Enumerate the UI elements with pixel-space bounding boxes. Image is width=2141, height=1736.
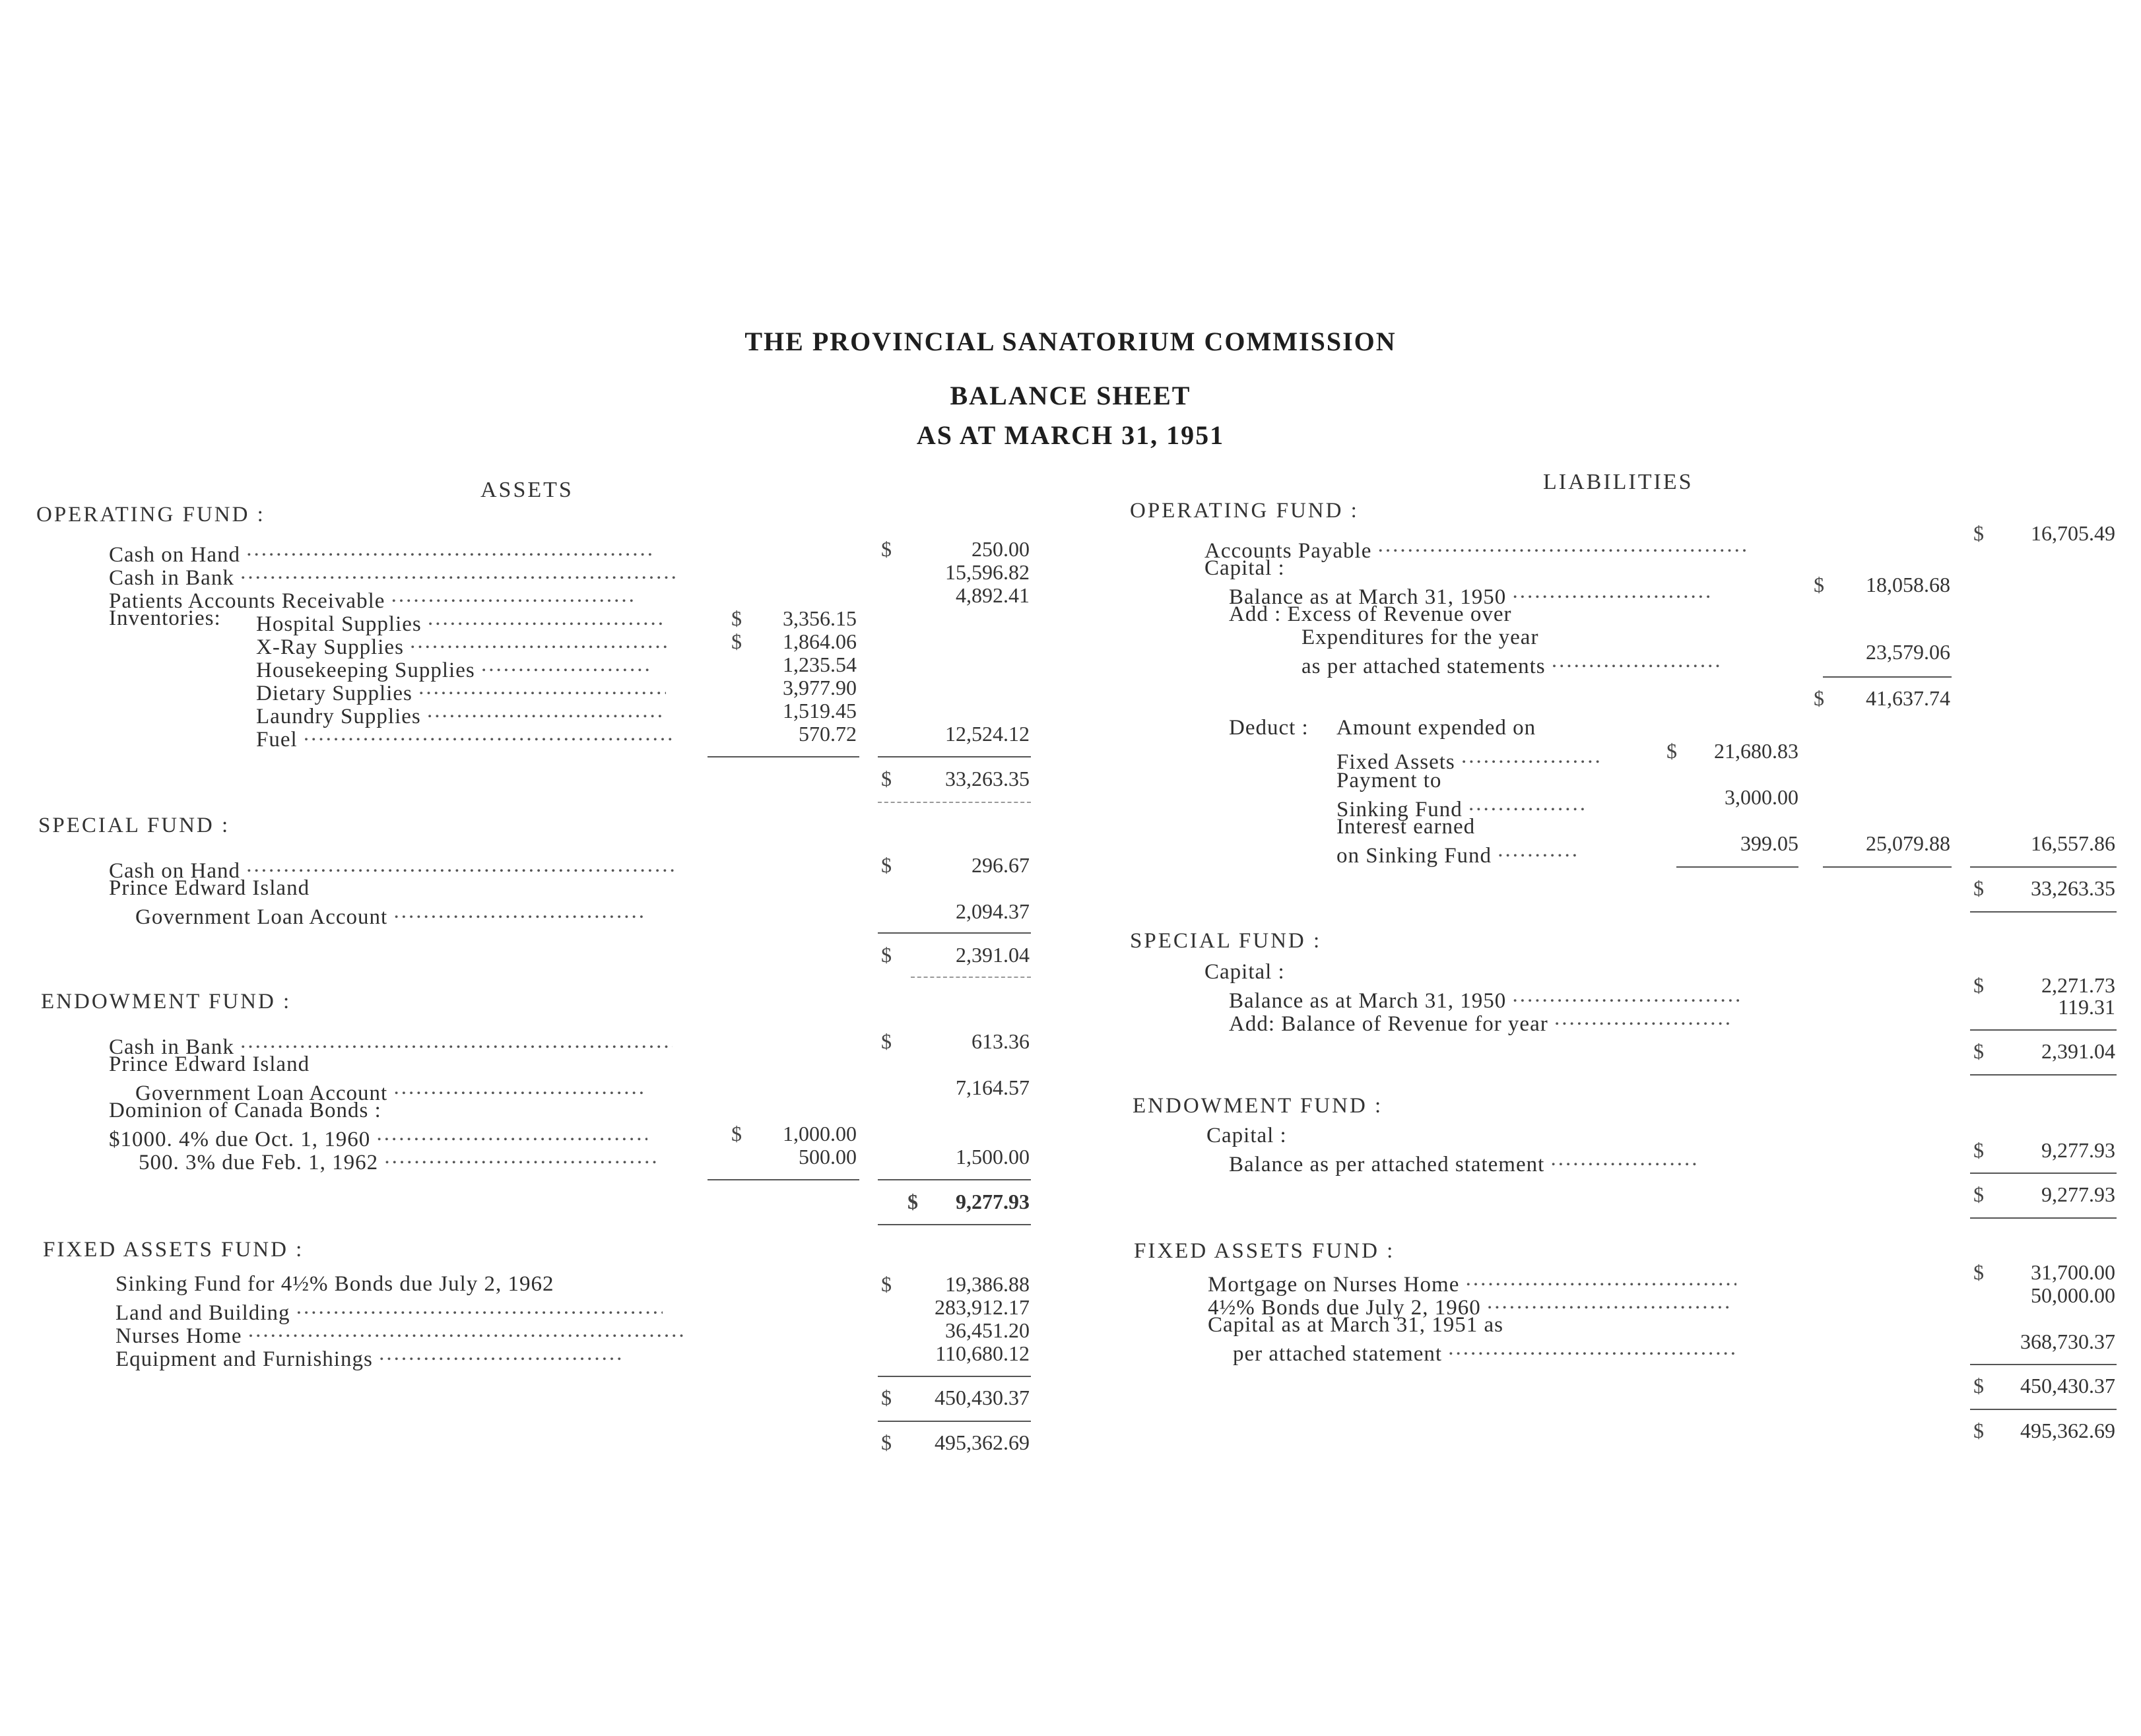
liab-op-add2: Expenditures for the year [1301,626,1539,649]
asset-endow-bond1: $1000. 4% due Oct. 1, 1960 ..... [109,1122,647,1152]
liab-endow-capital: Capital : [1206,1124,1287,1147]
asset-cash-on-hand-value: 250.00 [972,537,1030,561]
inventories-label: Inventories: [109,606,221,630]
rule [878,1224,1031,1225]
inv-laundry-value: 1,519.45 [783,699,857,723]
dollar-sign: $ [1973,876,1984,900]
liab-op-subtotal: 41,637.74 [1866,686,1950,710]
dollar-sign: $ [881,1431,892,1454]
liab-special-add-value: 119.31 [2058,995,2115,1019]
inv-housekeeping: Housekeeping Supplies ..... [256,653,653,683]
dollar-sign: $ [1666,739,1677,763]
dollar-sign: $ [881,767,892,790]
liab-accounts-payable: Accounts Payable ..... [1204,533,1748,563]
liab-bonds: 4½% Bonds due July 2, 1960 ..... [1208,1290,1731,1320]
dollar-sign: $ [881,1386,892,1409]
asset-special-gla-value: 2,094.37 [956,899,1030,923]
assets-operating-title: OPERATING FUND : [36,503,265,527]
rule [1823,676,1952,678]
liab-capital-net: 16,557.86 [2031,831,2115,855]
liab-mortgage-value: 31,700.00 [2031,1260,2115,1284]
inv-xray-value: 1,864.06 [783,629,857,653]
dollar-sign: $ [1814,573,1824,596]
asset-cash-on-hand: Cash on Hand ..... [109,537,706,567]
liab-fixed-title: FIXED ASSETS FUND : [1134,1239,1395,1263]
liab-op-add1: Add : Excess of Revenue over [1229,602,1512,626]
dollar-sign: $ [731,1122,742,1145]
rule [1970,1029,2117,1031]
asset-endow-bond2-value: 500.00 [799,1145,857,1169]
document-title: BALANCE SHEET [950,381,1191,410]
inv-fuel-value: 570.72 [799,722,857,746]
asset-fixed-sinking-value: 19,386.88 [945,1272,1030,1296]
rule [1676,866,1798,868]
dollar-sign: $ [881,1029,892,1053]
dollar-sign: $ [881,853,892,877]
dollar-sign: $ [907,1190,918,1213]
liab-deduct-label: Deduct : [1229,716,1309,740]
asset-patients-receivable: Patients Accounts Receivable ..... [109,583,636,614]
liab-payment-to: Payment to [1336,769,1442,792]
asset-fixed-land-value: 283,912.17 [935,1295,1030,1319]
asset-patients-receivable-value: 4,892.41 [956,583,1030,607]
asset-endow-gla: Government Loan Account ..... [135,1076,647,1106]
assets-special-total: 2,391.04 [956,943,1030,967]
rule [878,932,1031,934]
asset-fixed-nurses: Nurses Home ..... [115,1318,684,1349]
dollar-sign: $ [1973,1039,1984,1063]
assets-operating-total: 33,263.35 [945,767,1030,790]
rule [1970,1074,2117,1076]
dollar-sign: $ [881,943,892,967]
liab-deduct-total: 25,079.88 [1866,831,1950,855]
asset-endow-cash-value: 613.36 [972,1029,1030,1053]
dollar-sign: $ [1973,1182,1984,1206]
rule [878,756,1031,757]
inv-dietary-value: 3,977.90 [783,676,857,699]
liab-fixed-assets: Fixed Assets ..... [1336,744,1603,775]
asset-endow-gla-value: 7,164.57 [956,1076,1030,1099]
assets-heading: ASSETS [480,478,574,502]
dollar-sign: $ [1973,1260,1984,1284]
liab-operating-total: 33,263.35 [2031,876,2115,900]
liab-op-add3: as per attached statements ..... [1301,649,1723,679]
asset-endow-cash: Cash in Bank ..... [109,1029,673,1060]
liab-special-balance: Balance as at March 31, 1950 ..... [1229,983,1740,1013]
dollar-sign: $ [731,606,742,630]
dollar-sign: $ [731,629,742,653]
rule [1970,1409,2117,1410]
asset-endow-pei: Prince Edward Island [109,1052,310,1076]
rule [1970,1173,2117,1174]
rule [878,1179,1031,1180]
liabilities-heading: LIABILITIES [1543,470,1694,494]
assets-endowment-total: 9,277.93 [956,1190,1030,1213]
liab-grand-total: 495,362.69 [2020,1419,2115,1442]
liab-sinking-fund-value: 3,000.00 [1725,785,1798,809]
rule [1970,866,2117,868]
assets-grand-total: 495,362.69 [935,1431,1030,1454]
liab-capital-label: Capital : [1204,556,1285,580]
asset-fixed-equipment-value: 110,680.12 [935,1341,1030,1365]
dollar-sign: $ [1973,1374,1984,1398]
liab-amount-expended: Amount expended on [1336,716,1536,740]
asset-fixed-land: Land and Building ..... [115,1295,663,1326]
rule [1970,1217,2117,1219]
asset-endow-dominion: Dominion of Canada Bonds : [109,1099,381,1122]
rule [708,1179,859,1180]
liab-special-capital: Capital : [1204,960,1285,984]
document-date: AS AT MARCH 31, 1951 [916,420,1225,450]
asset-endow-bond1-value: 1,000.00 [783,1122,857,1145]
liab-on-sinking-fund: on Sinking Fund ..... [1336,838,1580,868]
dollar-sign: $ [1973,521,1984,545]
liab-operating-title: OPERATING FUND : [1130,499,1359,523]
rule [911,977,1031,978]
liab-special-add: Add: Balance of Revenue for year ..... [1229,1006,1732,1037]
rule [878,1376,1031,1377]
liab-special-title: SPECIAL FUND : [1130,929,1322,953]
asset-endow-bonds-total: 1,500.00 [956,1145,1030,1169]
asset-special-gla: Government Loan Account ..... [135,899,647,930]
liab-interest-earned: Interest earned [1336,815,1476,839]
liab-op-add-value: 23,579.06 [1866,640,1950,664]
org-title: THE PROVINCIAL SANATORIUM COMMISSION [744,327,1397,356]
asset-endow-bond2: 500. 3% due Feb. 1, 1962 ..... [139,1145,658,1175]
liab-special-total: 2,391.04 [2041,1039,2115,1063]
liab-op-balance-value: 18,058.68 [1866,573,1950,596]
assets-endowment-title: ENDOWMENT FUND : [41,990,292,1013]
rule [878,802,1031,803]
asset-cash-in-bank-value: 15,596.82 [945,560,1030,584]
liab-mortgage: Mortgage on Nurses Home ..... [1208,1267,1736,1297]
liab-accounts-payable-value: 16,705.49 [2031,521,2115,545]
liab-endow-balance-value: 9,277.93 [2041,1138,2115,1162]
inv-dietary: Dietary Supplies ..... [256,676,666,706]
liab-sinking-fund: Sinking Fund ..... [1336,792,1584,822]
liab-fixed-capital-value: 368,730.37 [2020,1330,2115,1353]
rule [1970,1364,2117,1365]
rule [878,1421,1031,1422]
asset-fixed-sinking: Sinking Fund for 4½% Bonds due July 2, 1962 [115,1272,554,1296]
inv-housekeeping-value: 1,235.54 [783,653,857,676]
liab-endowment-total: 9,277.93 [2041,1182,2115,1206]
liab-fixed-capital1: Capital as at March 31, 1951 as [1208,1313,1503,1337]
liab-op-balance: Balance as at March 31, 1950 ..... [1229,579,1710,610]
liab-special-balance-value: 2,271.73 [2041,973,2115,997]
rule [1823,866,1952,868]
asset-special-cash: Cash on Hand ..... [109,853,675,884]
liab-fixed-capital2: per attached statement ..... [1233,1336,1735,1366]
inv-xray: X-Ray Supplies ..... [256,629,671,660]
liab-bonds-value: 50,000.00 [2031,1283,2115,1307]
assets-fixed-title: FIXED ASSETS FUND : [43,1238,304,1262]
dollar-sign: $ [881,1272,892,1296]
inv-hospital: Hospital Supplies ..... [256,606,665,637]
asset-fixed-equipment: Equipment and Furnishings ..... [115,1341,623,1372]
liab-fixed-total: 450,430.37 [2020,1374,2115,1398]
asset-cash-in-bank: Cash in Bank ..... [109,560,676,591]
asset-special-cash-value: 296.67 [972,853,1030,877]
inv-laundry: Laundry Supplies ..... [256,699,661,729]
dollar-sign: $ [1973,973,1984,997]
dollar-sign: $ [881,537,892,561]
liab-endow-balance: Balance as per attached statement ..... [1229,1147,1699,1177]
rule [1970,911,2117,913]
dollar-sign: $ [1973,1419,1984,1442]
asset-fixed-nurses-value: 36,451.20 [945,1318,1030,1342]
inv-fuel: Fuel ..... [256,722,673,752]
assets-fixed-total: 450,430.37 [935,1386,1030,1409]
inventories-total: 12,524.12 [945,722,1030,746]
dollar-sign: $ [1973,1138,1984,1162]
asset-special-pei: Prince Edward Island [109,876,310,900]
inv-hospital-value: 3,356.15 [783,606,857,630]
rule [708,756,859,757]
assets-special-title: SPECIAL FUND : [38,814,230,837]
liab-on-sinking-value: 399.05 [1740,831,1798,855]
dollar-sign: $ [1814,686,1824,710]
liab-fixed-assets-value: 21,680.83 [1714,739,1798,763]
liab-endowment-title: ENDOWMENT FUND : [1133,1094,1383,1118]
